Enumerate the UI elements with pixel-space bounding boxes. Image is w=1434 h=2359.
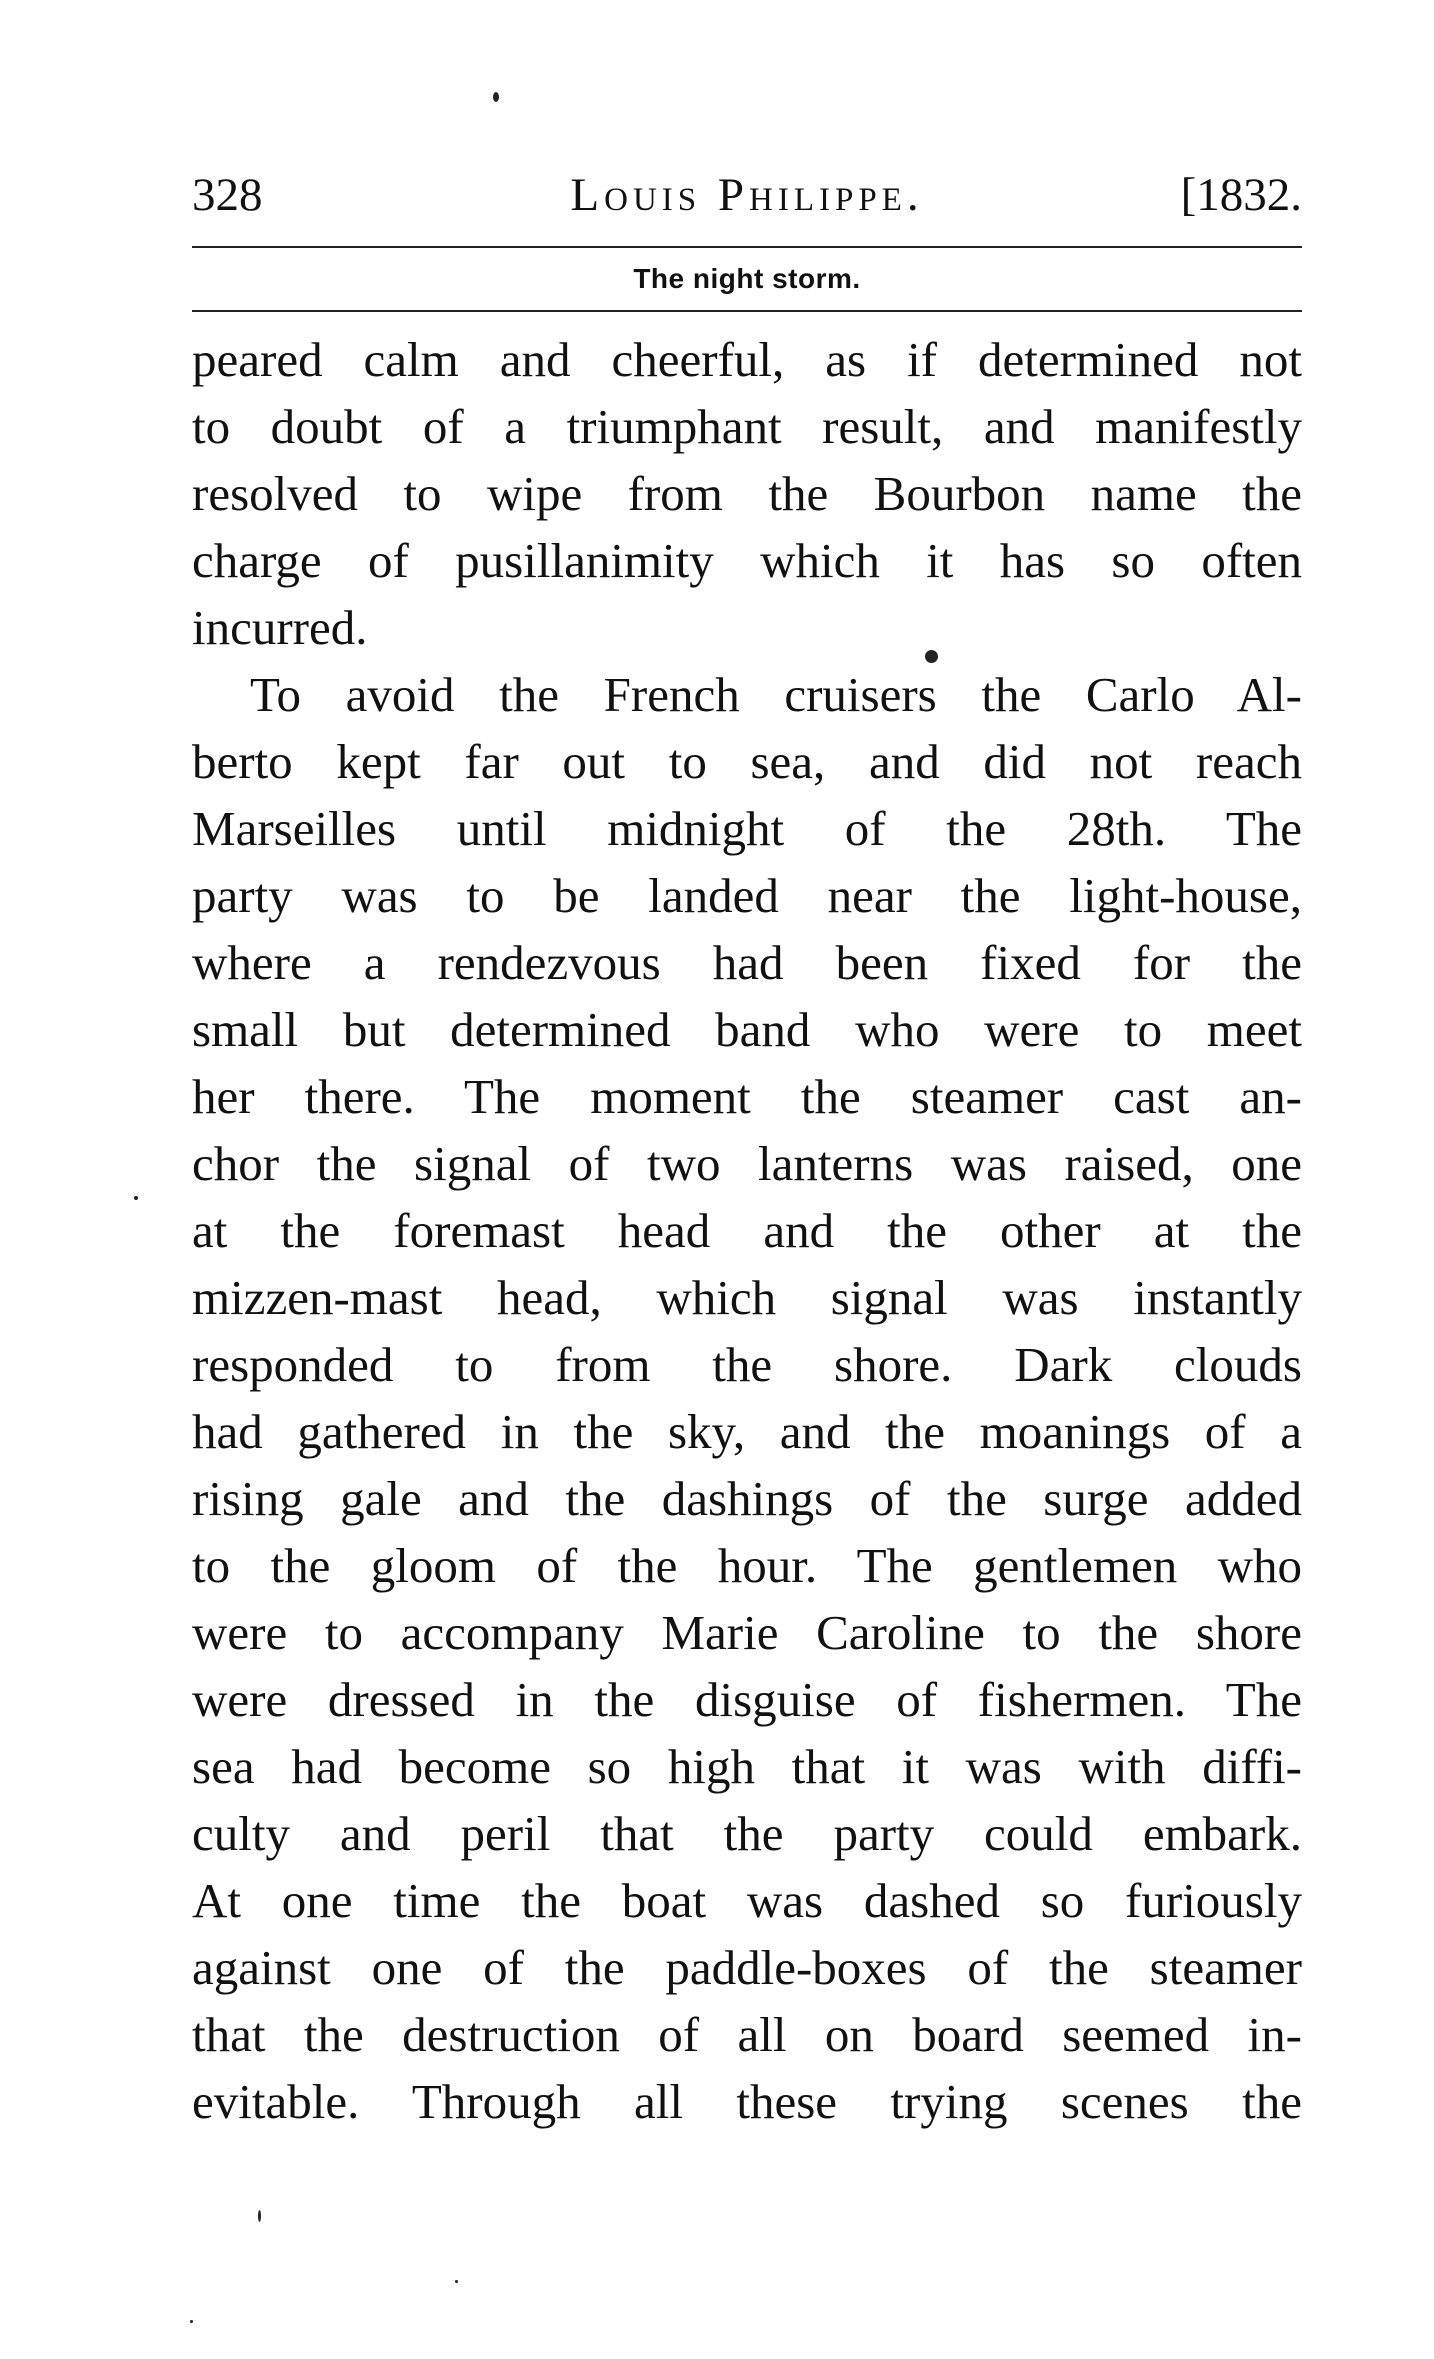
ink-speck xyxy=(925,650,938,663)
text-line: mizzen-mast head, which signal was instantly xyxy=(192,1270,1302,1325)
ink-speck xyxy=(190,2320,193,2323)
text-line: incurred. xyxy=(192,600,368,655)
text-line: At one time the boat was dashed so furiously xyxy=(192,1873,1302,1928)
ink-speck xyxy=(258,2210,261,2222)
paragraph-2 xyxy=(192,661,1302,2135)
text-line: had gathered in the sky, and the moanings of a xyxy=(192,1404,1302,1459)
text-line: chor the signal of two lanterns was raised, one xyxy=(192,1136,1302,1191)
running-year: [1832. xyxy=(1180,169,1302,221)
text-line: that the destruction of all on board seemed in- xyxy=(192,2007,1302,2062)
text-line: rising gale and the dashings of the surge added xyxy=(192,1471,1302,1526)
text-line: party was to be landed near the light-house, xyxy=(192,868,1302,923)
ink-speck xyxy=(455,2280,458,2283)
text-line: culty and peril that the party could embark. xyxy=(192,1806,1302,1861)
text-line: sea had become so high that it was with diffi- xyxy=(192,1739,1302,1794)
text-line: charge of pusillanimity which it has so often xyxy=(192,533,1302,588)
text-line: peared calm and cheerful, as if determined not xyxy=(192,332,1302,387)
text-line: responded to from the shore. Dark clouds xyxy=(192,1337,1302,1392)
text-line: To avoid the French cruisers the Carlo Al- xyxy=(250,667,1302,722)
text-line: were dressed in the disguise of fishermen. The xyxy=(192,1672,1302,1727)
text-line: resolved to wipe from the Bourbon name the xyxy=(192,466,1302,521)
text-line: to doubt of a triumphant result, and manifestly xyxy=(192,399,1302,454)
text-line: against one of the paddle-boxes of the steamer xyxy=(192,1940,1302,1995)
text-line: small but determined band who were to meet xyxy=(192,1002,1302,1057)
ink-speck xyxy=(134,1196,138,1200)
ink-speck xyxy=(493,92,499,102)
text-line: where a rendezvous had been fixed for the xyxy=(192,935,1302,990)
running-head xyxy=(192,160,1302,230)
text-line: evitable. Through all these trying scenes the xyxy=(192,2074,1302,2129)
header-rule-bottom xyxy=(192,310,1302,312)
text-line: at the foremast head and the other at the xyxy=(192,1203,1302,1258)
text-line: her there. The moment the steamer cast an- xyxy=(192,1069,1302,1124)
paragraph-1 xyxy=(192,326,1302,661)
header-rule-top xyxy=(192,246,1302,248)
text-line: berto kept far out to sea, and did not reach xyxy=(192,734,1302,789)
section-caption: The night storm. xyxy=(633,263,861,294)
running-title: Louis Philippe. xyxy=(570,169,924,221)
text-line: were to accompany Marie Caroline to the shore xyxy=(192,1605,1302,1660)
page-number: 328 xyxy=(192,169,263,221)
text-line: to the gloom of the hour. The gentlemen who xyxy=(192,1538,1302,1593)
text-line: Marseilles until midnight of the 28th. The xyxy=(192,801,1302,856)
body-text xyxy=(192,326,1302,2135)
